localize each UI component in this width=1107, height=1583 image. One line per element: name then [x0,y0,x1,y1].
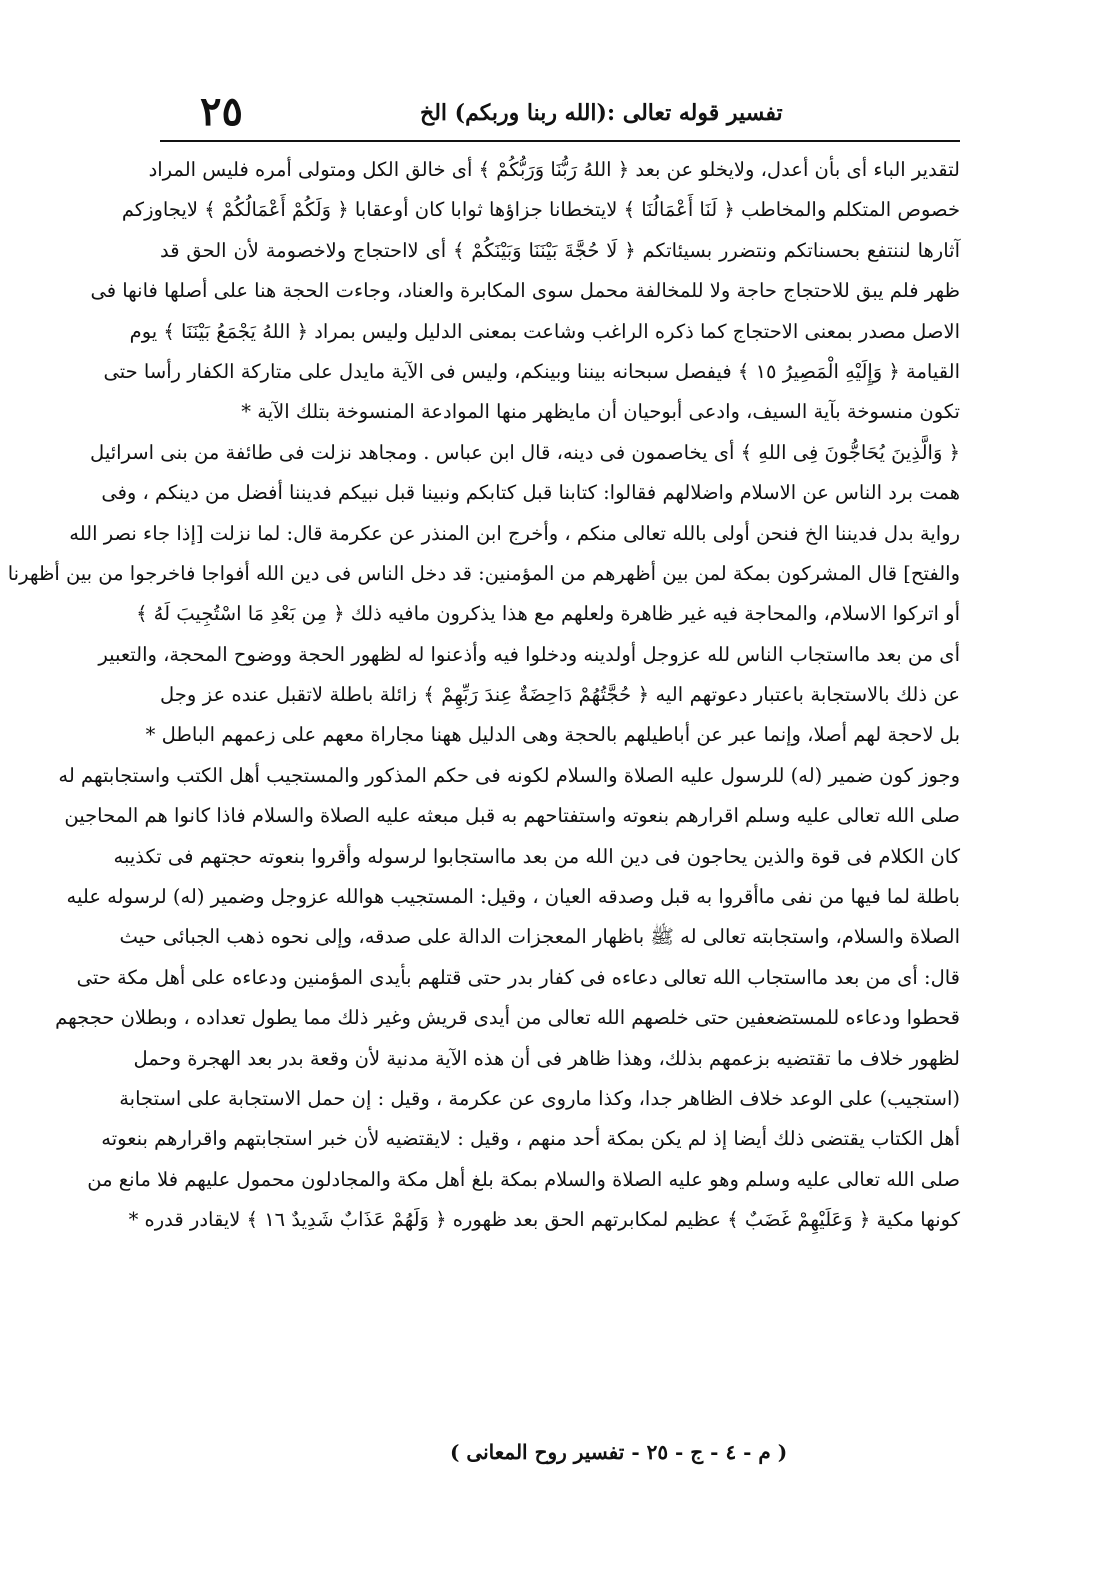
text-line: ظهر فلم يبق للاحتجاج حاجة ولا للمخالفة محمل سوى المكابرة والعناد، وجاءت الحجة هنا على أصلها فانها فى [90,279,960,303]
running-title: تفسير قوله تعالى :(الله ربنا وربكم) الخ [420,100,783,126]
text-line: همت برد الناس عن الاسلام واضلالهم فقالوا: كتابنا قبل كتابكم ونبينا قبل نبيكم فديننا أفضل من دينكم ، وفى [101,481,960,505]
text-line: وجوز كون ضمير (له) للرسول عليه الصلاة والسلام لكونه فى حكم المذكور والمستجيب أهل الكتب واستجابتهم له [58,763,960,787]
page-number: ٢٥ [200,88,243,135]
header-divider [160,140,960,142]
text-line: كونها مكية ﴿ وَعَلَيْهِمْ غَضَبٌ ﴾ عظيم لمكابرتهم الحق بعد ظهوره ﴿ وَلَهُمْ عَذَابٌ شَدِيدٌ ١٦ ﴾ لايقادر قدره * [128,1208,960,1232]
document-page [7,88,960,1488]
text-line: لظهور خلاف ما تقتضيه بزعمهم بذلك، وهذا ظاهر فى أن هذه الآية مدنية لأن وقعة بدر بعد الهجرة وحمل [133,1046,960,1070]
text-line: كان الكلام فى قوة والذين يحاجون فى دين الله من بعد مااستجابوا لرسوله وأقروا بنعوته حجتهم فى تكذيبه [113,844,960,868]
text-line: صلى الله تعالى عليه وسلم وهو عليه الصلاة والسلام بمكة بلغ أهل مكة والمجادلون محمول عليهم فلا مانع من [87,1167,960,1191]
text-line: الصلاة والسلام، واستجابته تعالى له ﷺ باظهار المعجزات الدالة على صدقه، وإلى نحوه ذهب الجبائى حيث [119,925,960,949]
text-line: رواية بدل فديننا الخ فنحن أولى بالله تعالى منكم ، وأخرج ابن المنذر عن عكرمة قال: لما نزلت [إذا جاء نصر الله [69,521,960,545]
text-line: أهل الكتاب يقتضى ذلك أيضا إذ لم يكن بمكة أحد منهم ، وقيل : لايقتضيه لأن خبر استجابتهم واقرارهم بنعوته [101,1127,960,1151]
text-line: والفتح] قال المشركون بمكة لمن بين أظهرهم من المؤمنين: قد دخل الناس فى دين الله أفواجا فاخرجوا من بين أظهرنا [7,561,960,585]
text-line: قحطوا ودعاءه للمستضعفين حتى خلصهم الله تعالى من أيدى قريش وغير ذلك مما يطول تعداده ، وبطلان حججهم [55,1006,960,1030]
page-footer-signature: ( م - ٤ - ج - ٢٥ - تفسير روح المعانى ) [450,1440,788,1464]
text-line: ﴿ وَالَّذِينَ يُحَاجُّونَ فِى اللهِ ﴾ أى يخاصمون فى دينه، قال ابن عباس . ومجاهد نزلت فى طائفة من بنى اسرائيل [90,440,960,464]
text-line: (استجيب) على الوعد خلاف الظاهر جدا، وكذا ماروى عن عكرمة ، وقيل : إن حمل الاستجابة على استجابة [119,1086,960,1110]
text-line: خصوص المتكلم والمخاطب ﴿ لَنَا أَعْمَالُنَا ﴾ لايتخطانا جزاؤها ثوابا كان أوعقابا ﴿ وَلَكُمْ أَعْمَالُكُمْ ﴾ لايجاوزكم [121,198,960,222]
page-header [160,88,960,140]
text-line: بل لاحجة لهم أصلا، وإنما عبر عن أباطيلهم بالحجة وهى الدليل ههنا مجاراة معهم على زعمهم الباطل * [145,723,960,747]
text-line: آثارها لننتفع بحسناتكم ونتضرر بسيئاتكم ﴿ لَا حُجَّةَ بَيْنَنَا وَبَيْنَكُمْ ﴾ أى لااحتجاج ولاخصومة لأن الحق قد [160,238,960,262]
text-line: أى من بعد مااستجاب الناس لله عزوجل أولدينه ودخلوا فيه وأذعنوا له لظهور الحجة ووضوح المحجة، والتعبير [98,642,960,666]
text-line: لتقدير الباء أى بأن أعدل، ولايخلو عن بعد ﴿ اللهُ رَبُّنَا وَرَبُّكُمْ ﴾ أى خالق الكل ومتولى أمره فليس المراد [148,158,960,181]
text-line: تكون منسوخة بآية السيف، وادعى أبوحيان أن مايظهر منها الموادعة المنسوخة بتلك الآية * [241,400,960,424]
text-line: أو اتركوا الاسلام، والمحاجة فيه غير ظاهرة ولعلهم مع هذا يذكرون مافيه ذلك ﴿ مِن بَعْدِ مَا اسْتُجِيبَ لَهُ ﴾ [136,602,960,626]
text-line: صلى الله تعالى عليه وسلم اقرارهم بنعوته واستفتاحهم به قبل مبعثه عليه الصلاة والسلام فاذا كانوا هم المحاجين [64,804,960,828]
body-text [7,150,960,1241]
text-line: عن ذلك بالاستجابة باعتبار دعوتهم اليه ﴿ حُجَّتُهُمْ دَاحِضَةٌ عِندَ رَبِّهِمْ ﴾ زائلة باطلة لاتقبل عنده عز وجل [160,683,960,707]
text-line: قال: أى من بعد مااستجاب الله تعالى دعاءه فى كفار بدر حتى قتلهم بأيدى المؤمنين ودعاءه على أهل مكة حتى [76,965,960,989]
text-line: القيامة ﴿ وَإِلَيْهِ الْمَصِيرُ ١٥ ﴾ فيفصل سبحانه بيننا وبينكم، وليس فى الآية مايدل على متاركة الكفار رأسا حتى [103,359,960,383]
text-line: باطلة لما فيها من نفى ماأقروا به قبل وصدقه العيان ، وقيل: المستجيب هوالله عزوجل وضمير (له) لرسوله عليه [66,885,960,909]
text-line: الاصل مصدر بمعنى الاحتجاج كما ذكره الراغب وشاعت بمعنى الدليل وليس بمراد ﴿ اللهُ يَجْمَعُ بَيْنَنَا ﴾ يوم [129,319,960,343]
